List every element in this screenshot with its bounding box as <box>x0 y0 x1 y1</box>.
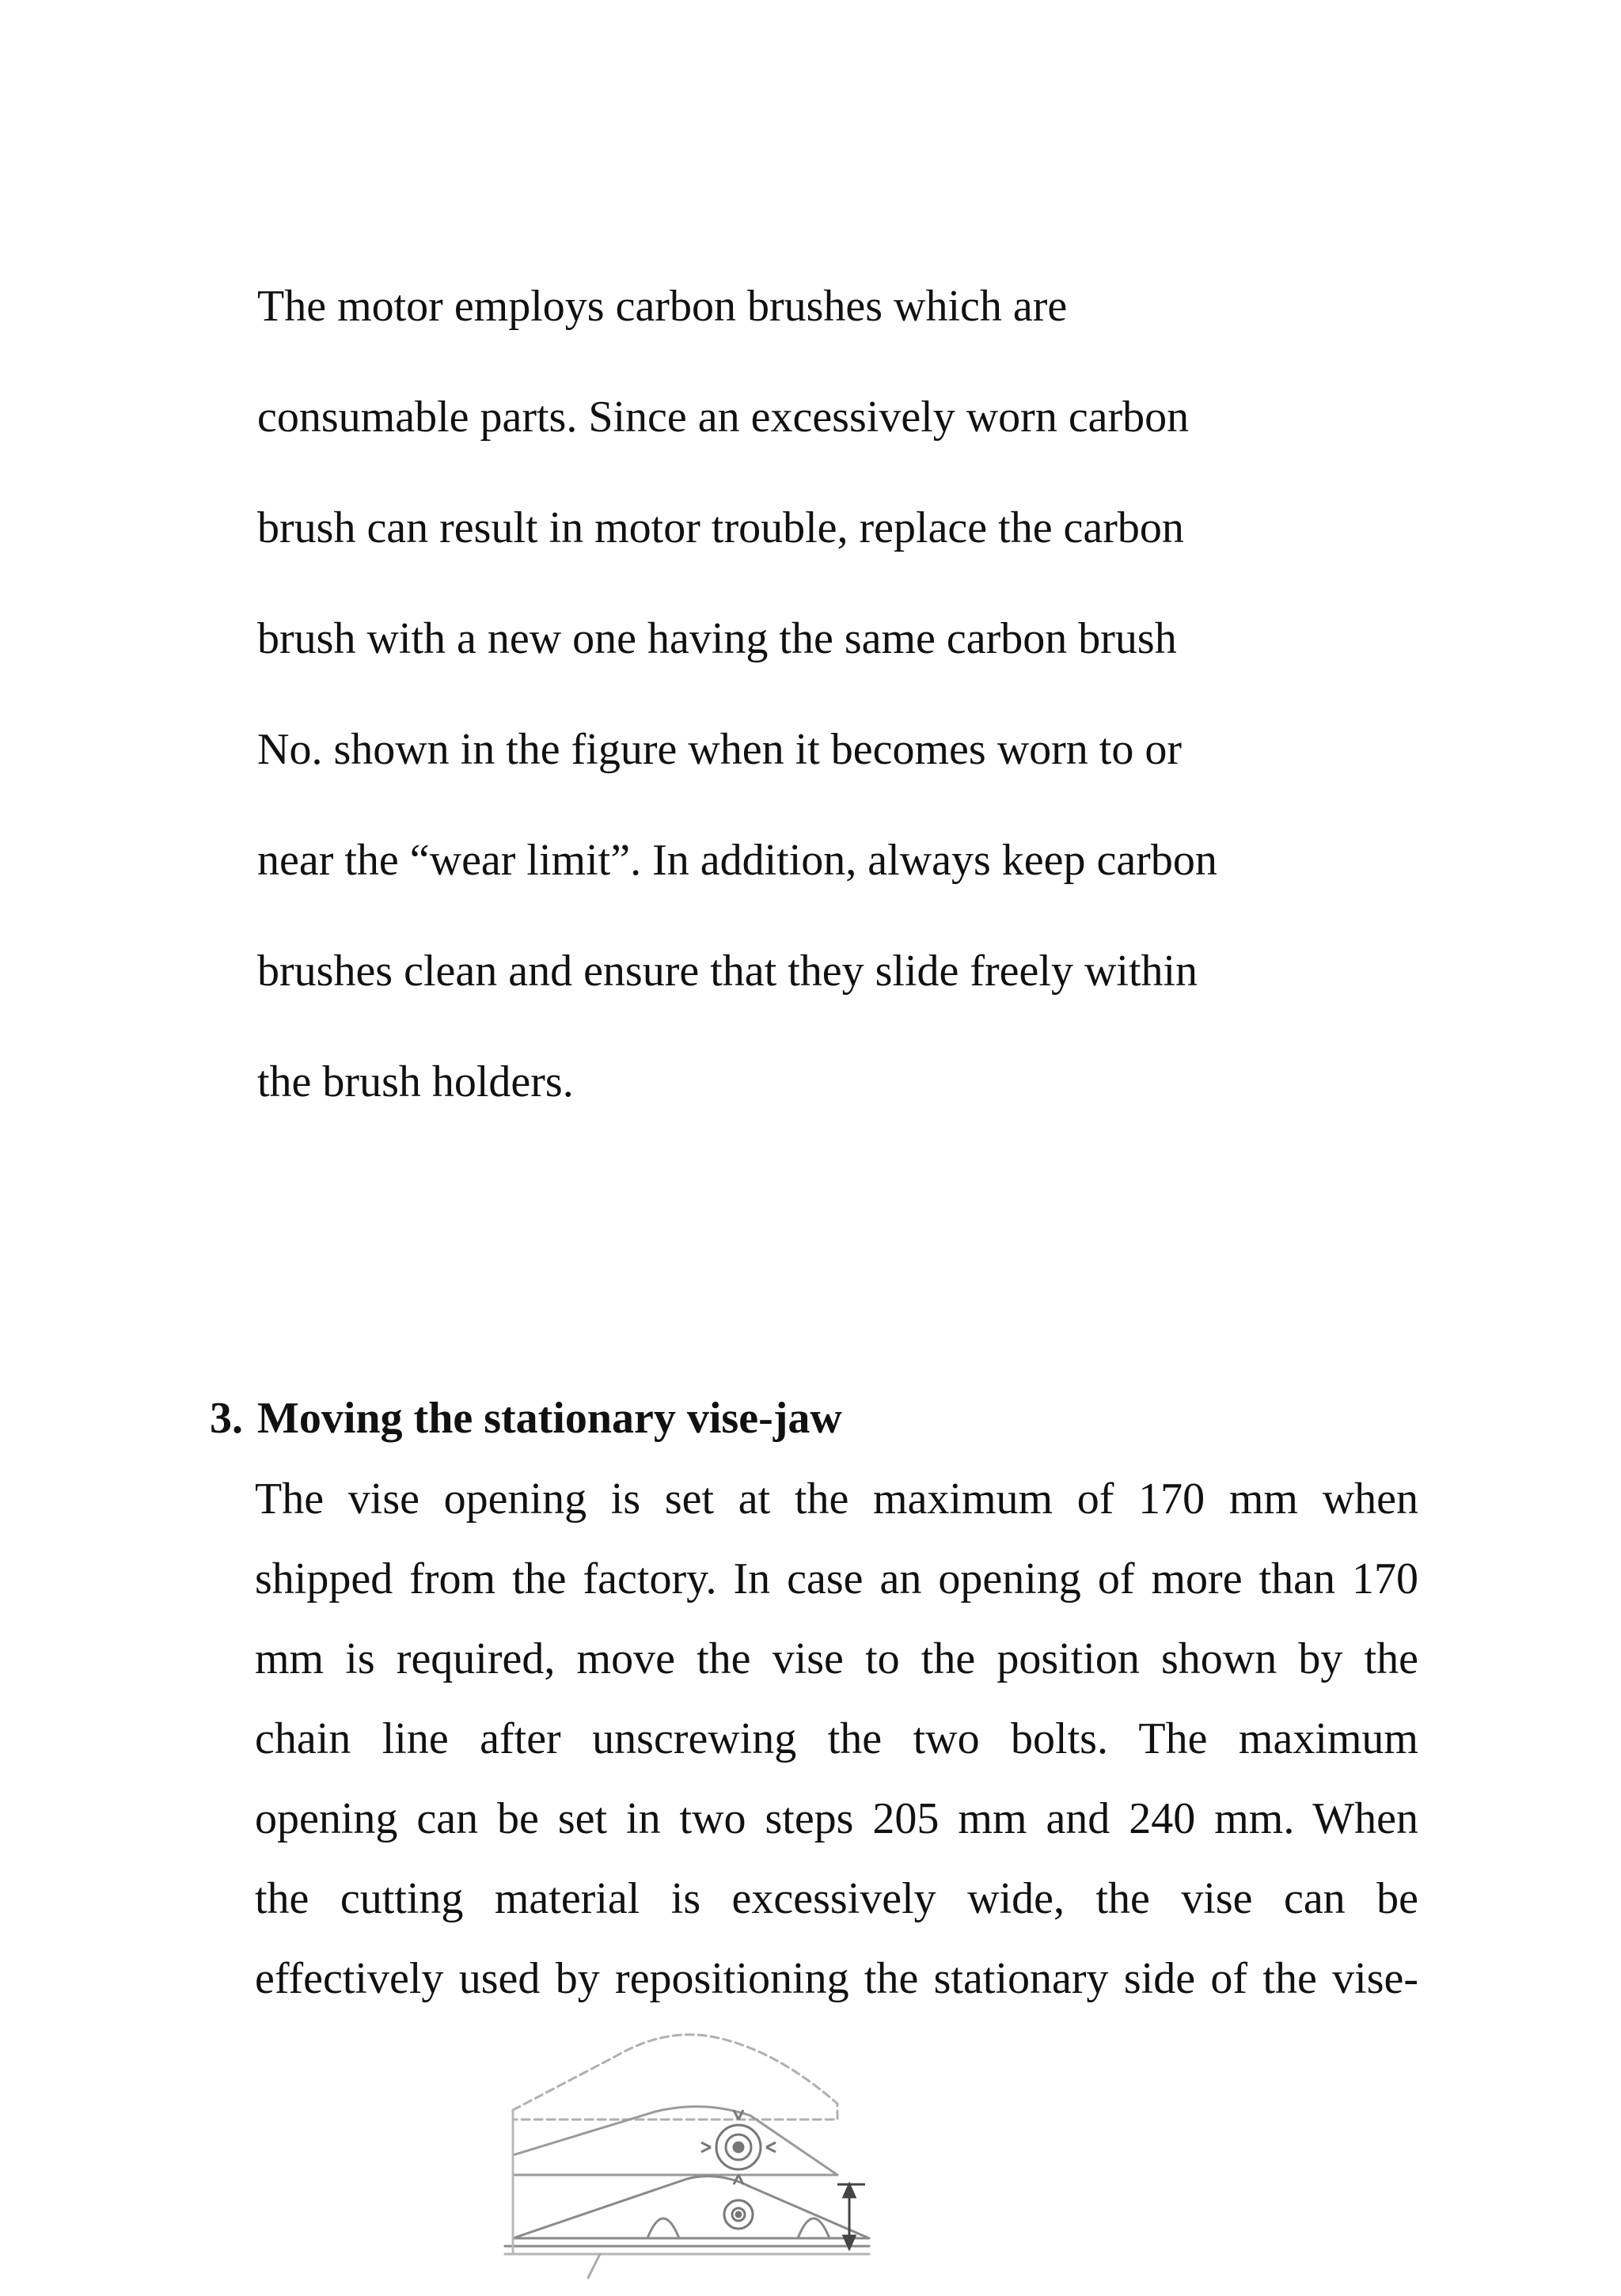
intro-line: the brush holders. <box>257 1057 574 1106</box>
intro-line: near the “wear limit”. In addition, always keep carbon <box>257 836 1217 885</box>
intro-line: brush with a new one having the same carbon brush <box>257 614 1177 663</box>
vise-drawing <box>497 2017 877 2286</box>
intro-line: brushes clean and ensure that they slide freely within <box>257 947 1198 996</box>
intro-line: No. shown in the figure when it becomes worn to or <box>257 725 1182 774</box>
vise-figure <box>497 2017 877 2286</box>
section-line: shipped from the factory. In case an opening of more than 170 <box>255 1554 1418 1603</box>
section-title: Moving the stationary vise-jaw <box>257 1394 842 1443</box>
section-line: opening can be set in two steps 205 mm and 240 mm. When <box>255 1794 1418 1843</box>
intro-line: brush can result in motor trouble, replace the carbon <box>257 503 1184 552</box>
section-number: 3. <box>210 1394 243 1443</box>
section-line: the cutting material is excessively wide, the vise can be <box>255 1874 1418 1923</box>
intro-line: The motor employs carbon brushes which are <box>257 282 1068 331</box>
section-line: mm is required, move the vise to the position shown by the <box>255 1634 1418 1683</box>
section-line: The vise opening is set at the maximum of 170 mm when <box>255 1474 1418 1524</box>
section-line: effectively used by repositioning the stationary side of the vise- <box>255 1954 1418 2003</box>
intro-line: consumable parts. Since an excessively worn carbon <box>257 393 1190 442</box>
section-heading <box>210 1393 842 1444</box>
section-line: chain line after unscrewing the two bolts. The maximum <box>255 1714 1418 1763</box>
